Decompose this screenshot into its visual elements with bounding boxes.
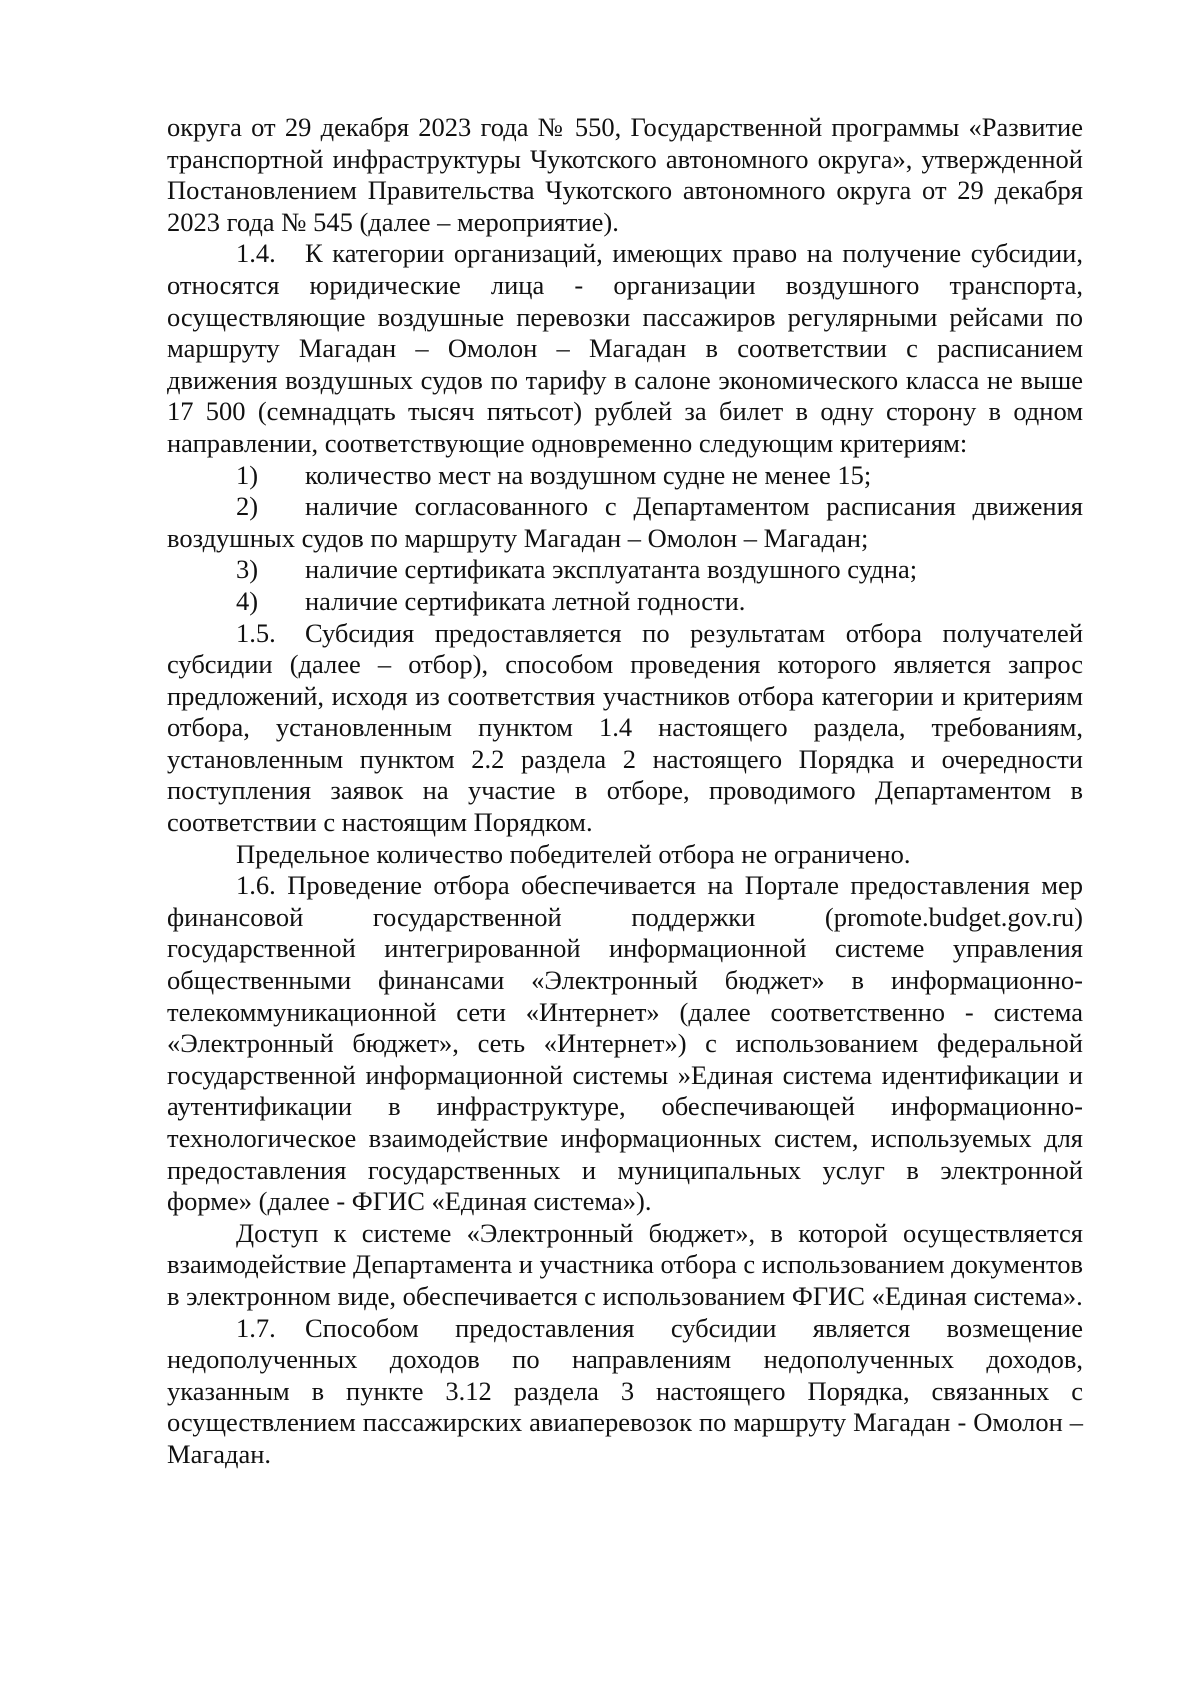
list-item-2 (167, 491, 1083, 554)
paragraph-continuation (167, 112, 1083, 238)
paragraph-winners-limit (167, 839, 1083, 871)
paragraph-text: Способом предоставления субсидии является возмещение недополученных доходов по направлениям недополученных доходов, указанным в пункте 3.12 раздела 3 настоящего Порядка, связанных с осуществлением пассажирских авиаперевозок по маршруту Магадан - Омолон – Магадан. (167, 1312, 1083, 1469)
list-item-text: наличие сертификата летной годности. (305, 585, 746, 616)
paragraph-1-5 (167, 618, 1083, 839)
list-item-1 (167, 460, 1083, 492)
paragraph-text: Субсидия предоставляется по результатам отбора получателей субсидии (далее – отбор), способом проведения которого является запрос предложений, исходя из соответствия участников отбора категории и критериям отбора, установленным пунктом 1.4 настоящего раздела, требованиям, установленным пунктом 2.2 раздела 2 настоящего Порядка и очередности поступления заявок на участие в отборе, проводимого Департаментом в соответствии с настоящим Порядком. (167, 617, 1083, 838)
paragraph-text: К категории организаций, имеющих право на получение субсидии, относятся юридические лица - организации воздушного транспорта, осуществляющие воздушные перевозки пассажиров регулярными рейсами по маршруту Магадан – Омолон – Магадан в соответствии с расписанием движения воздушных судов по тарифу в салоне экономического класса не выше 17 500 (семнадцать тысяч пятьсот) рублей за билет в одну сторону в одном направлении, соответствующие одновременно следующим критериям: (167, 238, 1083, 458)
list-item-text: количество мест на воздушном судне не менее 15; (305, 459, 872, 490)
paragraph-text: округа от 29 декабря 2023 года № 550, Государственной программы «Развитие транспортной инфраструктуры Чукотского автономного округа», утвержденной Постановлением Правительства Чукотского автономного округа от 29 декабря 2023 года № 545 (далее – мероприятие). (167, 112, 1083, 237)
paragraph-number: 1.5. (236, 617, 276, 648)
paragraph-1-7 (167, 1313, 1083, 1471)
list-item-number: 4) (236, 585, 259, 616)
paragraph-1-4 (167, 238, 1083, 459)
document-page (167, 112, 1083, 1471)
list-item-4 (167, 586, 1083, 618)
list-item-number: 3) (236, 554, 259, 585)
paragraph-text: Доступ к системе «Электронный бюджет», в которой осуществляется взаимодействие Департамента и участника отбора с использованием документов в электронном виде, обеспечивается с использованием ФГИС «Единая система». (167, 1217, 1083, 1311)
paragraph-number: 1.4. (236, 238, 276, 269)
paragraph-text: Предельное количество победителей отбора не ограничено. (236, 838, 911, 869)
list-item-number: 1) (236, 459, 259, 490)
paragraph-1-6 (167, 870, 1083, 1218)
paragraph-text: 1.6. Проведение отбора обеспечивается на Портале предоставления мер финансовой государственной поддержки (promote.budget.gov.ru) государственной интегрированной информационной системе управления общественными финансами «Электронный бюджет» в информационно-телекоммуникационной сети «Интернет» (далее соответственно - система «Электронный бюджет», сеть «Интернет») с использованием федеральной государственной информационной системы »Единая система идентификации и аутентификации в инфраструктуре, обеспечивающей информационно-технологическое взаимодействие информационных систем, используемых для предоставления государственных и муниципальных услуг в электронной форме» (далее - ФГИС «Единая система»). (167, 870, 1083, 1217)
paragraph-system-access (167, 1218, 1083, 1313)
list-item-number: 2) (236, 491, 259, 522)
list-item-text: наличие согласованного с Департаментом расписания движения воздушных судов по маршруту Магадан – Омолон – Магадан; (167, 491, 1083, 553)
paragraph-number: 1.7. (236, 1312, 276, 1343)
list-item-text: наличие сертификата эксплуатанта воздушного судна; (305, 554, 918, 585)
list-item-3 (167, 554, 1083, 586)
